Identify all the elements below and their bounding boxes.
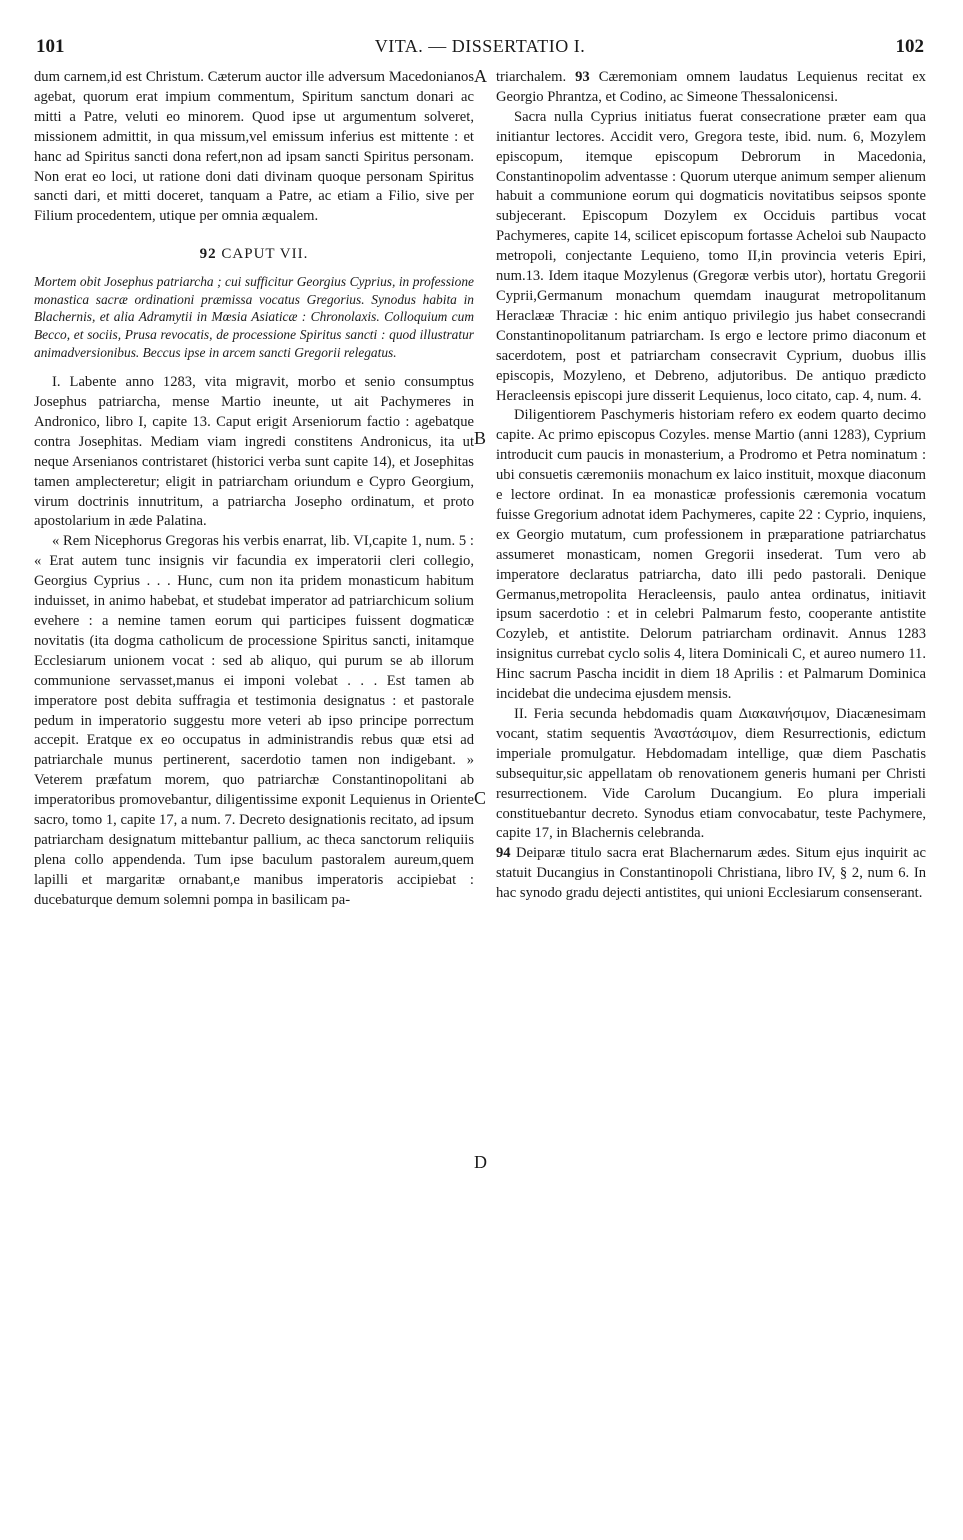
chapter-heading	[34, 245, 474, 265]
margin-letter-a: A	[474, 66, 487, 86]
chapter-title: CAPUT VII.	[221, 246, 309, 263]
text-run: Cæremoniam omnem laudatus Lequienus recitat ex Georgio Phrantza, et Codino, ac Simeone Thessalonicensi.	[496, 69, 926, 105]
text-run: triarchalem.	[496, 69, 576, 85]
paragraph	[496, 68, 926, 108]
section-number: 93	[575, 69, 590, 85]
page-number-left: 101	[36, 36, 65, 57]
left-column	[34, 68, 474, 911]
margin-letter-b: B	[474, 428, 487, 448]
right-column	[496, 68, 926, 904]
paragraph: II. Feria secunda hebdomadis quam Διακαινήσιμον, Diacænesimam vocant, statim sequentis Ἀναστάσιμον, diem Resurrectionis, edictum imperiale promulgatur. Hebdomadam intellige, quæ diem Paschatis subsequitur,sic appellatam ob renovationem generis humani per Christi resurrectionem. Vide Carolum Ducangium. Eo plura imperiali constituebantur decreto. Synodus etiam convocabatur, teste Pachymere, capite 17, in Blachernis celebranda.	[496, 706, 926, 842]
paragraph: Sacra nulla Cyprius initiatus fuerat consecratione præter eam qua initiantur lectores. Accidit vero, Gregora teste, ibid. num. 6, Mozylem episcopum, itemque episcopum Debrorum in Macedonia, Constantinopolim adventasse : Quorum uterque animum semper alienum habuit a communione eorum qui dogmaticis novitatibus seipsos sponte subjecerant. Episcopum Dozylem ex Occiduis partibus vocat Pachymeres, capite 14, scilicet episcopum fortasse Acheloi sub Naupacto metropoli, conjectante Lequieno, tomo II,in provincia veteris Epiri, num.13. Idem itaque Mozylenus (Gregoræ verbis utor), hortatu Gregorii Cyprii,Germanum monachum quemdam inaugurat metropolitanum Heraclææ Thraciæ : hic enim antiquo privilegio jus habet consecrandi Constantinopolitanum patriarcham. Is ergo e lectore primo diaconum et sacerdotem, post et patriarcham consecravit Cyprium, duobus illis episcopis, Mozyleno, et Debreno, adjutoribus. De antiquo prædicto Heracleensis episcopi jure disserit Lequienus, loco citato, cap. 4, num. 4.	[496, 108, 926, 404]
margin-letter-c: C	[474, 788, 487, 808]
margin-letter-d: D	[474, 1152, 487, 1172]
running-header	[36, 36, 924, 60]
chapter-summary: Mortem obit Josephus patriarcha ; cui sufficitur Georgius Cyprius, in professione monastica sacræ ordinationi præmissa vocatus Gregorius. Synodus habita in Blachernis, et alia Adramytii in Mœsia Asiaticæ : Chronolaxis. Colloquium cum Becco, et sociis, Prusa revocatis, de processione Spiritus sancti : quod illustratur animadversionibus. Beccus ipse in arcem sancti Gregorii relegatus.	[34, 274, 474, 360]
running-title: VITA. — DISSERTATIO I.	[374, 36, 586, 56]
page-number-right: 102	[895, 36, 924, 57]
paragraph: I. Labente anno 1283, vita migravit, morbo et senio consumptus Josephus patriarcha, mense Martio ineunte, ut ait Pachymeres in Andronico, libro I, capite 13. Caput erigit Arseniorum factio : agebatque contra Josephitas. Mediam viam ingredi constitens Andronicus, ita ut neque Arsenianos contristaret (historici verba sunt capite 14), et Josephitas tamen amplecteretur; eligit in patriarcham oriundum e Cypro Georgium, virum doctrinis innutritum, a patriarcha Josepho ordinatum, et proto apostolarium in æde Palatina.	[34, 374, 474, 530]
section-number: 94	[496, 845, 511, 862]
paragraph: dum carnem,id est Christum. Cæterum auctor ille adversum Macedonianos agebat, quorum erat impium commentum, Spiritum sanctum donari ac mitti a Patre, veluti eo minorem. Quod ipse ut argumentum solveret, missionem admittit, in qua missum,vel emissum inferius est mittente : et hanc ad Spiritus sancti dona refert,non ad ipsam sancti Spiritus personam. Non erat eo loci, ut ratione doni dati divinam quoque personam Spiritus sancti dari, et mitti doceret, tanquam a Patre, ac etiam a Filio, sive per Filium procedentem, utique per omnia æqualem.	[34, 69, 474, 225]
paragraph	[496, 844, 926, 904]
text-run: Deiparæ titulo sacra erat Blachernarum ædes. Situm ejus inquirit ac statuit Ducangius in Constantinopoli Christiana, libro IV, § 2, num 6. In hac synodo gradu dejecti antistites, qui unioni Ecclesiarum consenserant.	[496, 845, 926, 902]
paragraph: Diligentiorem Paschymeris historiam refero ex eodem quarto decimo capite. Ac primo episcopus Cozyles. mense Martio (anni 1283), Cyprium introducit cum paucis in monasterium, a Prodromo et Petra nominatum : ubi consuetis cæremoniis monachum ex laico instituit, moxque diaconum e lectore ordinat. In ea monasticæ professionis cæremonia vocatum fuisse Gregorium adnotat idem Pachymeres, capite 22 : Cyprio, inquiens, ex Georgio mutatum, cum professionem in præparatione patriarchatus assumeret monasticam, nomen Gregorii insederat. Tum vero ab imperatore declaratus patriarcha, dato illi pedo pastorali. Denique Germanus,metropolita Heracleensis, paulo antea ordinatus, initiavit ipsum sacerdotio : et in celebri Palmarum festo, cooperante antistite Cozyleb, et antistite. Delorum patriarcham ordinavit. Annus 1283 insignitus currebat cyclo solis 4, litera Dominicali C, et aureo numero 11. Hinc sacrum Pascha incidit in diem 18 Aprilis : et Palmarum Dominica incidebat die undecima ejusdem mensis.	[496, 407, 926, 703]
paragraph: « Rem Nicephorus Gregoras his verbis enarrat, lib. VI,capite 1, num. 5 : « Erat autem tunc insignis vir facundia ex imperatorii cleri collegio, Georgius Cyprius . . . Hunc, cum non ita pridem monasticum habitum induisset, in animo habebat, et studebat imperator ad patriarchicum solium evehere : a nemine tamen eorum qui participes fuissent dogmaticæ novitatis (ita dogma catholicum de processione Spiritus sancti, initamque Ecclesiarum unionem vocat : sed ab aliquo, qui purum se ab illorum communione servasset,manus ei imponi volebat . . . Est tamen ab imperatore post debita suffragia et testimonia designatus : et pastorale pedum in imperatorio suggestu more veteri ab ipso principe porrectum accepit. Eratque ex eo occupatus in administrandis rebus quæ etsi ad patriarchale munus pertinerent, sacerdotio tamen non indigebant. » Veterem præfatum morem, quo patriarchæ Constantinopolitani ab imperatoribus promovebantur, diligentissime exponit Lequienus in Oriente sacro, tomo 1, capite 17, a num. 7. Decreto designationis recitato, ad ipsum patriarcham designatum mittebantur pallium, ac theca sanctorum reliquiis plena collo appendenda. Tum ipse baculum pastoralem aureum,quem lapilli et margaritæ ornabant,e manibus imperatoris accipiebat : ducebaturque demum solemni pompa in basilicam pa-	[34, 533, 474, 908]
chapter-number: 92	[199, 246, 217, 263]
